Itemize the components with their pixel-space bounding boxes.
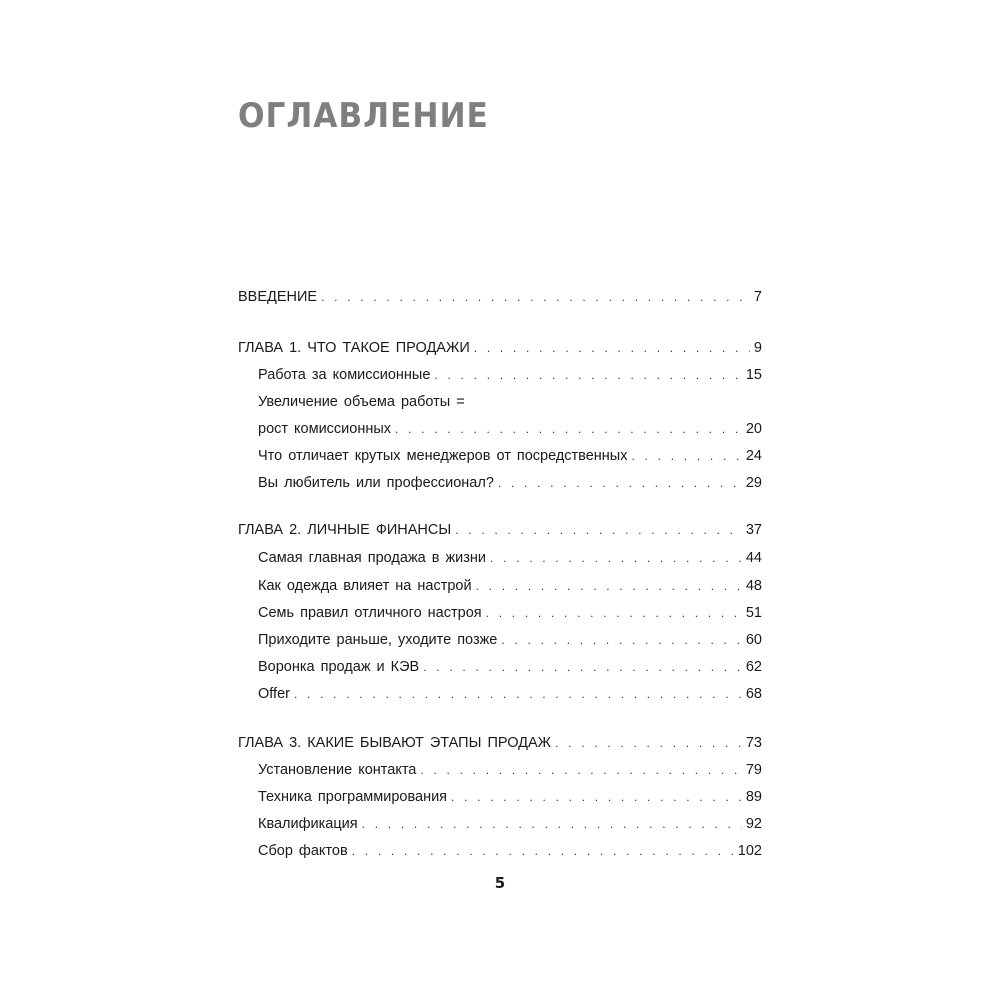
toc-entry-title: Вы любитель или профессионал? bbox=[258, 475, 494, 491]
toc-entry-section-line-1 bbox=[258, 393, 762, 411]
dot-leader bbox=[395, 420, 742, 438]
toc-entry-section bbox=[258, 577, 762, 595]
toc-entry-title: Увеличение объема работы = bbox=[258, 394, 465, 410]
toc-entry-section bbox=[258, 447, 762, 465]
toc-entry-page: 29 bbox=[745, 475, 762, 491]
page-title: ОГЛАВЛЕНИЕ bbox=[238, 96, 489, 136]
toc-entry-title: Техника программирования bbox=[258, 789, 448, 805]
toc-entry-title: Семь правил отличного настроя bbox=[258, 605, 482, 621]
toc-entry-title: рост комиссионных bbox=[258, 421, 392, 437]
toc-entry-page: 92 bbox=[745, 816, 762, 832]
toc-entry-title: ГЛАВА 2. ЛИЧНЫЕ ФИНАНСЫ bbox=[238, 522, 452, 538]
toc-entry-page: 9 bbox=[753, 340, 762, 356]
toc-entry-section bbox=[258, 815, 762, 833]
toc-entry-section bbox=[258, 685, 762, 703]
toc-entry-section bbox=[258, 631, 762, 649]
toc-entry-page: 51 bbox=[745, 605, 762, 621]
toc-entry-page: 24 bbox=[745, 448, 762, 464]
toc-entry-page: 68 bbox=[745, 686, 762, 702]
dot-leader bbox=[476, 577, 742, 595]
toc-entry-section bbox=[258, 549, 762, 567]
toc-entry-page: 48 bbox=[745, 578, 762, 594]
toc-entry-chapter-2 bbox=[238, 521, 762, 539]
toc-entry-chapter-1 bbox=[238, 339, 762, 357]
toc-entry-title: ВВЕДЕНИЕ bbox=[238, 289, 318, 305]
toc-entry-page: 20 bbox=[745, 421, 762, 437]
toc-entry-page: 37 bbox=[745, 522, 762, 538]
toc-entry-section bbox=[258, 366, 762, 384]
toc-entry-title: Работа за комиссионные bbox=[258, 367, 431, 383]
toc-entry-page: 15 bbox=[745, 367, 762, 383]
toc-entry-title: Что отличает крутых менеджеров от посредственных bbox=[258, 448, 628, 464]
dot-leader bbox=[362, 815, 742, 833]
toc-entry-section bbox=[258, 658, 762, 676]
toc-entry-title: Самая главная продажа в жизни bbox=[258, 550, 487, 566]
dot-leader bbox=[423, 658, 742, 676]
toc-entry-title: ГЛАВА 1. ЧТО ТАКОЕ ПРОДАЖИ bbox=[238, 340, 470, 356]
dot-leader bbox=[501, 631, 741, 649]
toc-entry-title: ГЛАВА 3. КАКИЕ БЫВАЮТ ЭТАПЫ ПРОДАЖ bbox=[238, 735, 552, 751]
toc-entry-chapter-3 bbox=[238, 734, 762, 752]
toc-entry-title: Квалификация bbox=[258, 816, 358, 832]
toc-entry-page: 79 bbox=[745, 762, 762, 778]
toc-entry-section bbox=[258, 420, 762, 438]
toc-entry-section bbox=[258, 474, 762, 492]
toc-entry-page: 60 bbox=[745, 632, 762, 648]
toc-entry-page: 73 bbox=[745, 735, 762, 751]
toc-entry-section bbox=[258, 604, 762, 622]
toc-entry-title: Сбор фактов bbox=[258, 843, 348, 859]
dot-leader bbox=[490, 549, 742, 567]
page-number: 5 bbox=[494, 874, 506, 892]
dot-leader bbox=[294, 685, 742, 703]
toc-entry-title: Установление контакта bbox=[258, 762, 417, 778]
dot-leader bbox=[321, 288, 750, 306]
dot-leader bbox=[455, 521, 742, 539]
dot-leader bbox=[420, 761, 741, 779]
dot-leader bbox=[434, 366, 741, 384]
toc-entry-page: 62 bbox=[745, 659, 762, 675]
toc-entry-introduction bbox=[238, 288, 762, 306]
dot-leader bbox=[352, 842, 734, 860]
toc-entry-section bbox=[258, 788, 762, 806]
dot-leader bbox=[486, 604, 742, 622]
toc-entry-title: Воронка продаж и КЭВ bbox=[258, 659, 420, 675]
toc-entry-page: 89 bbox=[745, 789, 762, 805]
toc-entry-page: 102 bbox=[737, 843, 762, 859]
toc-entry-title: Как одежда влияет на настрой bbox=[258, 578, 472, 594]
dot-leader bbox=[555, 734, 742, 752]
toc-entry-page: 7 bbox=[753, 289, 762, 305]
toc-entry-section bbox=[258, 761, 762, 779]
toc-entry-page: 44 bbox=[745, 550, 762, 566]
toc-entry-section bbox=[258, 842, 762, 860]
dot-leader bbox=[474, 339, 750, 357]
dot-leader bbox=[451, 788, 742, 806]
dot-leader bbox=[631, 447, 741, 465]
toc-entry-title: Offer bbox=[258, 686, 290, 702]
dot-leader bbox=[498, 474, 742, 492]
toc-entry-title: Приходите раньше, уходите позже bbox=[258, 632, 498, 648]
